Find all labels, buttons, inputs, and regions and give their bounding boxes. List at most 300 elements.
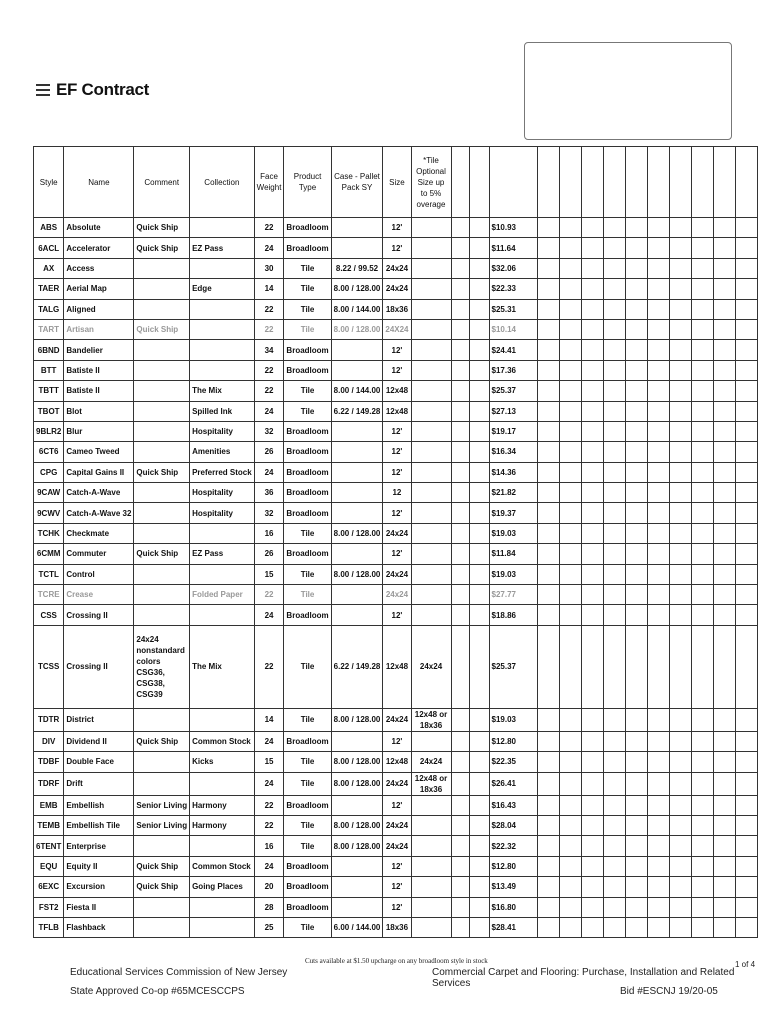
cell-blank bbox=[537, 238, 559, 258]
cell-blank bbox=[647, 401, 669, 421]
cell-optional bbox=[411, 731, 451, 751]
cell-blank bbox=[451, 279, 469, 299]
cell-optional bbox=[411, 421, 451, 441]
cell-blank bbox=[625, 503, 647, 523]
cell-blank bbox=[625, 897, 647, 917]
cell-blank bbox=[647, 319, 669, 339]
cell-name: Embellish bbox=[64, 795, 134, 815]
cell-blank bbox=[735, 836, 757, 856]
cell-comment bbox=[134, 279, 190, 299]
cell-price: $22.33 bbox=[489, 279, 537, 299]
cell-weight: 16 bbox=[254, 836, 284, 856]
cell-blank bbox=[669, 299, 691, 319]
cell-blank bbox=[669, 238, 691, 258]
cell-blank bbox=[581, 917, 603, 937]
cell-price: $19.37 bbox=[489, 503, 537, 523]
cell-blank bbox=[625, 815, 647, 835]
cell-blank bbox=[647, 585, 669, 605]
cell-blank bbox=[581, 258, 603, 278]
cell-type: Broadloom bbox=[284, 897, 331, 917]
cell-name: District bbox=[64, 708, 134, 731]
cell-blank bbox=[537, 815, 559, 835]
cell-blank bbox=[647, 772, 669, 795]
cell-blank bbox=[603, 299, 625, 319]
cell-blank bbox=[451, 625, 469, 708]
cell-comment bbox=[134, 503, 190, 523]
cell-pack bbox=[331, 856, 383, 876]
cell-blank bbox=[451, 421, 469, 441]
cell-pack: 8.00 / 128.00 bbox=[331, 279, 383, 299]
cell-price: $10.93 bbox=[489, 218, 537, 238]
cell-blank bbox=[625, 340, 647, 360]
cell-type: Tile bbox=[284, 815, 331, 835]
cell-pack bbox=[331, 544, 383, 564]
cell-pack bbox=[331, 585, 383, 605]
cell-blank bbox=[469, 917, 489, 937]
cell-pack: 8.00 / 128.00 bbox=[331, 772, 383, 795]
cell-blank bbox=[713, 605, 735, 625]
cell-size: 24x24 bbox=[383, 564, 411, 584]
cell-blank bbox=[735, 564, 757, 584]
cell-size: 24x24 bbox=[383, 815, 411, 835]
cell-comment bbox=[134, 917, 190, 937]
cell-type: Tile bbox=[284, 258, 331, 278]
cell-blank bbox=[713, 462, 735, 482]
cell-optional bbox=[411, 585, 451, 605]
cell-blank bbox=[669, 731, 691, 751]
table-row bbox=[34, 218, 758, 238]
cell-blank bbox=[669, 218, 691, 238]
cell-blank bbox=[559, 462, 581, 482]
cell-blank bbox=[559, 815, 581, 835]
cell-type: Broadloom bbox=[284, 877, 331, 897]
cell-blank bbox=[451, 503, 469, 523]
cell-blank bbox=[735, 340, 757, 360]
cell-blank bbox=[691, 503, 713, 523]
cell-pack bbox=[331, 238, 383, 258]
cell-blank bbox=[581, 544, 603, 564]
cell-blank bbox=[559, 625, 581, 708]
cell-weight: 24 bbox=[254, 238, 284, 258]
cell-name: Blur bbox=[64, 421, 134, 441]
cell-blank bbox=[669, 258, 691, 278]
cell-name: Control bbox=[64, 564, 134, 584]
cell-pack bbox=[331, 605, 383, 625]
cell-blank bbox=[669, 772, 691, 795]
cell-price: $28.04 bbox=[489, 815, 537, 835]
cell-blank bbox=[451, 585, 469, 605]
cell-blank bbox=[559, 299, 581, 319]
cell-blank bbox=[647, 897, 669, 917]
cell-blank bbox=[713, 401, 735, 421]
cell-blank bbox=[647, 238, 669, 258]
cell-blank bbox=[537, 544, 559, 564]
table-row bbox=[34, 856, 758, 876]
cell-blank bbox=[691, 360, 713, 380]
cell-blank bbox=[451, 360, 469, 380]
cell-optional bbox=[411, 836, 451, 856]
cell-type: Broadloom bbox=[284, 238, 331, 258]
cell-style: 6CT6 bbox=[34, 442, 64, 462]
cell-blank bbox=[469, 795, 489, 815]
cell-blank bbox=[669, 483, 691, 503]
cell-blank bbox=[451, 605, 469, 625]
cell-optional bbox=[411, 483, 451, 503]
cell-blank bbox=[451, 917, 469, 937]
table-row bbox=[34, 401, 758, 421]
cell-blank bbox=[669, 752, 691, 772]
cell-blank bbox=[625, 483, 647, 503]
cell-blank bbox=[713, 836, 735, 856]
cell-style: AX bbox=[34, 258, 64, 278]
cell-blank bbox=[669, 401, 691, 421]
cell-collection: Going Places bbox=[190, 877, 255, 897]
cell-blank bbox=[603, 442, 625, 462]
cell-blank bbox=[469, 815, 489, 835]
cell-blank bbox=[603, 731, 625, 751]
table-row bbox=[34, 381, 758, 401]
cell-blank bbox=[469, 299, 489, 319]
cell-blank bbox=[647, 340, 669, 360]
cell-blank bbox=[713, 523, 735, 543]
cell-blank bbox=[691, 381, 713, 401]
cell-blank bbox=[625, 421, 647, 441]
cell-blank bbox=[603, 319, 625, 339]
cell-comment: Quick Ship bbox=[134, 218, 190, 238]
cell-blank bbox=[713, 218, 735, 238]
cell-type: Broadloom bbox=[284, 856, 331, 876]
cell-blank bbox=[581, 218, 603, 238]
cell-type: Broadloom bbox=[284, 360, 331, 380]
cell-blank bbox=[451, 544, 469, 564]
cell-blank bbox=[691, 772, 713, 795]
cell-blank bbox=[647, 625, 669, 708]
cell-pack: 8.00 / 144.00 bbox=[331, 381, 383, 401]
cell-style: BTT bbox=[34, 360, 64, 380]
cell-collection bbox=[190, 360, 255, 380]
cell-blank bbox=[603, 360, 625, 380]
cell-blank bbox=[603, 218, 625, 238]
cell-blank bbox=[735, 421, 757, 441]
table-row bbox=[34, 340, 758, 360]
cell-blank bbox=[713, 585, 735, 605]
cell-weight: 15 bbox=[254, 564, 284, 584]
cell-blank bbox=[451, 319, 469, 339]
cell-blank bbox=[735, 815, 757, 835]
cell-comment bbox=[134, 442, 190, 462]
cell-collection: Common Stock bbox=[190, 731, 255, 751]
header-style: Style bbox=[34, 147, 64, 218]
cell-blank bbox=[537, 319, 559, 339]
cell-pack: 8.00 / 128.00 bbox=[331, 815, 383, 835]
cell-weight: 32 bbox=[254, 503, 284, 523]
cell-weight: 30 bbox=[254, 258, 284, 278]
cell-optional bbox=[411, 856, 451, 876]
cell-blank bbox=[559, 877, 581, 897]
cell-price: $28.41 bbox=[489, 917, 537, 937]
cell-collection bbox=[190, 897, 255, 917]
cell-name: Bandelier bbox=[64, 340, 134, 360]
cell-blank bbox=[735, 795, 757, 815]
cell-style: ABS bbox=[34, 218, 64, 238]
cell-blank bbox=[603, 544, 625, 564]
cell-size: 12' bbox=[383, 605, 411, 625]
cell-blank bbox=[581, 421, 603, 441]
cell-size: 12x48 bbox=[383, 752, 411, 772]
table-row bbox=[34, 917, 758, 937]
cell-name: Excursion bbox=[64, 877, 134, 897]
cell-blank bbox=[559, 279, 581, 299]
cell-size: 12' bbox=[383, 897, 411, 917]
cell-weight: 22 bbox=[254, 815, 284, 835]
cell-style: TBTT bbox=[34, 381, 64, 401]
cell-blank bbox=[625, 258, 647, 278]
cell-blank bbox=[647, 503, 669, 523]
cell-blank bbox=[537, 421, 559, 441]
cell-blank bbox=[537, 752, 559, 772]
cell-name: Catch-A-Wave bbox=[64, 483, 134, 503]
cell-type: Broadloom bbox=[284, 544, 331, 564]
cell-optional bbox=[411, 605, 451, 625]
cell-size: 12' bbox=[383, 877, 411, 897]
cell-type: Tile bbox=[284, 279, 331, 299]
cell-blank bbox=[647, 360, 669, 380]
cell-style: TBOT bbox=[34, 401, 64, 421]
brand-name: EF Contract bbox=[56, 80, 150, 99]
cell-blank bbox=[603, 462, 625, 482]
cell-blank bbox=[469, 731, 489, 751]
cell-blank bbox=[691, 483, 713, 503]
cell-weight: 24 bbox=[254, 401, 284, 421]
cell-style: DIV bbox=[34, 731, 64, 751]
cell-style: CSS bbox=[34, 605, 64, 625]
cell-style: TCTL bbox=[34, 564, 64, 584]
cell-collection: Hospitality bbox=[190, 503, 255, 523]
cell-size: 12' bbox=[383, 795, 411, 815]
cell-weight: 25 bbox=[254, 917, 284, 937]
cell-blank bbox=[581, 877, 603, 897]
cell-collection bbox=[190, 340, 255, 360]
cell-comment: Quick Ship bbox=[134, 731, 190, 751]
cell-blank bbox=[469, 877, 489, 897]
cell-size: 12' bbox=[383, 218, 411, 238]
cell-weight: 24 bbox=[254, 731, 284, 751]
cell-blank bbox=[559, 381, 581, 401]
cell-style: TCRE bbox=[34, 585, 64, 605]
cell-blank bbox=[603, 258, 625, 278]
table-row bbox=[34, 772, 758, 795]
cell-collection: EZ Pass bbox=[190, 544, 255, 564]
cell-type: Tile bbox=[284, 917, 331, 937]
cell-blank bbox=[713, 815, 735, 835]
cell-blank bbox=[691, 877, 713, 897]
table-row bbox=[34, 585, 758, 605]
cell-blank bbox=[691, 238, 713, 258]
cell-blank bbox=[647, 483, 669, 503]
cell-blank bbox=[559, 917, 581, 937]
cell-blank bbox=[581, 360, 603, 380]
cell-blank bbox=[469, 258, 489, 278]
cell-blank bbox=[625, 877, 647, 897]
cell-size: 18x36 bbox=[383, 917, 411, 937]
cell-optional bbox=[411, 523, 451, 543]
cell-price: $22.35 bbox=[489, 752, 537, 772]
cell-blank bbox=[669, 877, 691, 897]
cell-name: Dividend II bbox=[64, 731, 134, 751]
cell-blank bbox=[559, 319, 581, 339]
cell-blank bbox=[603, 503, 625, 523]
cell-blank bbox=[669, 340, 691, 360]
cell-blank bbox=[647, 258, 669, 278]
cell-blank bbox=[451, 772, 469, 795]
cell-blank bbox=[469, 544, 489, 564]
cell-name: Cameo Tweed bbox=[64, 442, 134, 462]
cell-optional bbox=[411, 319, 451, 339]
cell-size: 12' bbox=[383, 421, 411, 441]
cell-comment bbox=[134, 564, 190, 584]
cell-collection bbox=[190, 836, 255, 856]
cell-blank bbox=[469, 401, 489, 421]
cell-blank bbox=[713, 421, 735, 441]
cell-blank bbox=[581, 836, 603, 856]
cell-size: 12 bbox=[383, 483, 411, 503]
cell-blank bbox=[537, 897, 559, 917]
cell-blank bbox=[451, 258, 469, 278]
cell-blank bbox=[581, 442, 603, 462]
cell-price: $24.41 bbox=[489, 340, 537, 360]
cell-optional bbox=[411, 795, 451, 815]
cell-blank bbox=[713, 897, 735, 917]
cell-blank bbox=[451, 401, 469, 421]
cell-type: Broadloom bbox=[284, 795, 331, 815]
cell-blank bbox=[625, 585, 647, 605]
received-stamp-box bbox=[524, 42, 732, 140]
cell-blank bbox=[691, 625, 713, 708]
cell-name: Aligned bbox=[64, 299, 134, 319]
cell-blank bbox=[669, 319, 691, 339]
cell-weight: 22 bbox=[254, 218, 284, 238]
cell-blank bbox=[713, 319, 735, 339]
cell-blank bbox=[469, 503, 489, 523]
cell-style: TALG bbox=[34, 299, 64, 319]
cell-blank bbox=[603, 917, 625, 937]
cell-pack bbox=[331, 731, 383, 751]
cell-name: Batiste II bbox=[64, 381, 134, 401]
cell-blank bbox=[647, 279, 669, 299]
cell-blank bbox=[735, 360, 757, 380]
cell-comment bbox=[134, 897, 190, 917]
cell-blank bbox=[625, 836, 647, 856]
cell-price: $25.31 bbox=[489, 299, 537, 319]
cell-blank bbox=[537, 279, 559, 299]
cell-style: 9BLR2 bbox=[34, 421, 64, 441]
cell-blank bbox=[537, 462, 559, 482]
cell-name: Batiste II bbox=[64, 360, 134, 380]
cell-comment bbox=[134, 381, 190, 401]
cell-style: FST2 bbox=[34, 897, 64, 917]
cell-pack: 6.22 / 149.28 bbox=[331, 625, 383, 708]
cell-size: 24X24 bbox=[383, 319, 411, 339]
cell-blank bbox=[735, 401, 757, 421]
cell-blank bbox=[559, 708, 581, 731]
table-row bbox=[34, 523, 758, 543]
cell-name: Embellish Tile bbox=[64, 815, 134, 835]
cell-blank bbox=[647, 708, 669, 731]
cell-style: EQU bbox=[34, 856, 64, 876]
cell-blank bbox=[469, 279, 489, 299]
cell-blank bbox=[451, 815, 469, 835]
cell-blank bbox=[691, 795, 713, 815]
cell-blank bbox=[603, 340, 625, 360]
cell-pack: 8.00 / 128.00 bbox=[331, 836, 383, 856]
cell-type: Tile bbox=[284, 752, 331, 772]
cell-comment bbox=[134, 523, 190, 543]
cell-size: 12' bbox=[383, 238, 411, 258]
cell-price: $14.36 bbox=[489, 462, 537, 482]
cell-blank bbox=[537, 605, 559, 625]
cell-blank bbox=[669, 544, 691, 564]
table-row bbox=[34, 360, 758, 380]
cell-collection: The Mix bbox=[190, 381, 255, 401]
cell-optional bbox=[411, 258, 451, 278]
cell-style: 6CMM bbox=[34, 544, 64, 564]
table-row bbox=[34, 421, 758, 441]
cell-blank bbox=[735, 503, 757, 523]
cell-pack: 8.00 / 128.00 bbox=[331, 523, 383, 543]
cell-type: Tile bbox=[284, 523, 331, 543]
cell-size: 12x48 bbox=[383, 401, 411, 421]
cell-blank bbox=[691, 299, 713, 319]
cell-blank bbox=[537, 401, 559, 421]
cell-blank bbox=[559, 605, 581, 625]
cell-blank bbox=[669, 360, 691, 380]
cell-blank bbox=[691, 218, 713, 238]
table-row bbox=[34, 795, 758, 815]
cell-blank bbox=[691, 815, 713, 835]
footer-left-line1: Educational Services Commission of New Jersey bbox=[70, 967, 288, 978]
cell-pack: 8.00 / 128.00 bbox=[331, 752, 383, 772]
cell-pack: 6.22 / 149.28 bbox=[331, 401, 383, 421]
cell-size: 12' bbox=[383, 856, 411, 876]
cell-size: 12' bbox=[383, 340, 411, 360]
cell-comment: Quick Ship bbox=[134, 238, 190, 258]
cell-pack bbox=[331, 340, 383, 360]
cell-name: Accelerator bbox=[64, 238, 134, 258]
cell-price: $32.06 bbox=[489, 258, 537, 278]
cell-blank bbox=[713, 279, 735, 299]
cell-blank bbox=[469, 360, 489, 380]
cell-blank bbox=[625, 462, 647, 482]
cell-type: Tile bbox=[284, 564, 331, 584]
cell-type: Tile bbox=[284, 772, 331, 795]
cell-comment bbox=[134, 708, 190, 731]
table-row bbox=[34, 752, 758, 772]
brand-logo bbox=[36, 80, 149, 100]
cell-blank bbox=[451, 856, 469, 876]
cell-blank bbox=[625, 917, 647, 937]
cell-collection bbox=[190, 605, 255, 625]
header-collection: Collection bbox=[190, 147, 255, 218]
cell-blank bbox=[713, 625, 735, 708]
cell-collection bbox=[190, 319, 255, 339]
cell-optional bbox=[411, 218, 451, 238]
cell-price: $12.80 bbox=[489, 856, 537, 876]
cell-pack bbox=[331, 877, 383, 897]
cell-optional bbox=[411, 381, 451, 401]
cell-type: Tile bbox=[284, 836, 331, 856]
cell-blank bbox=[691, 319, 713, 339]
cell-comment: Quick Ship bbox=[134, 544, 190, 564]
